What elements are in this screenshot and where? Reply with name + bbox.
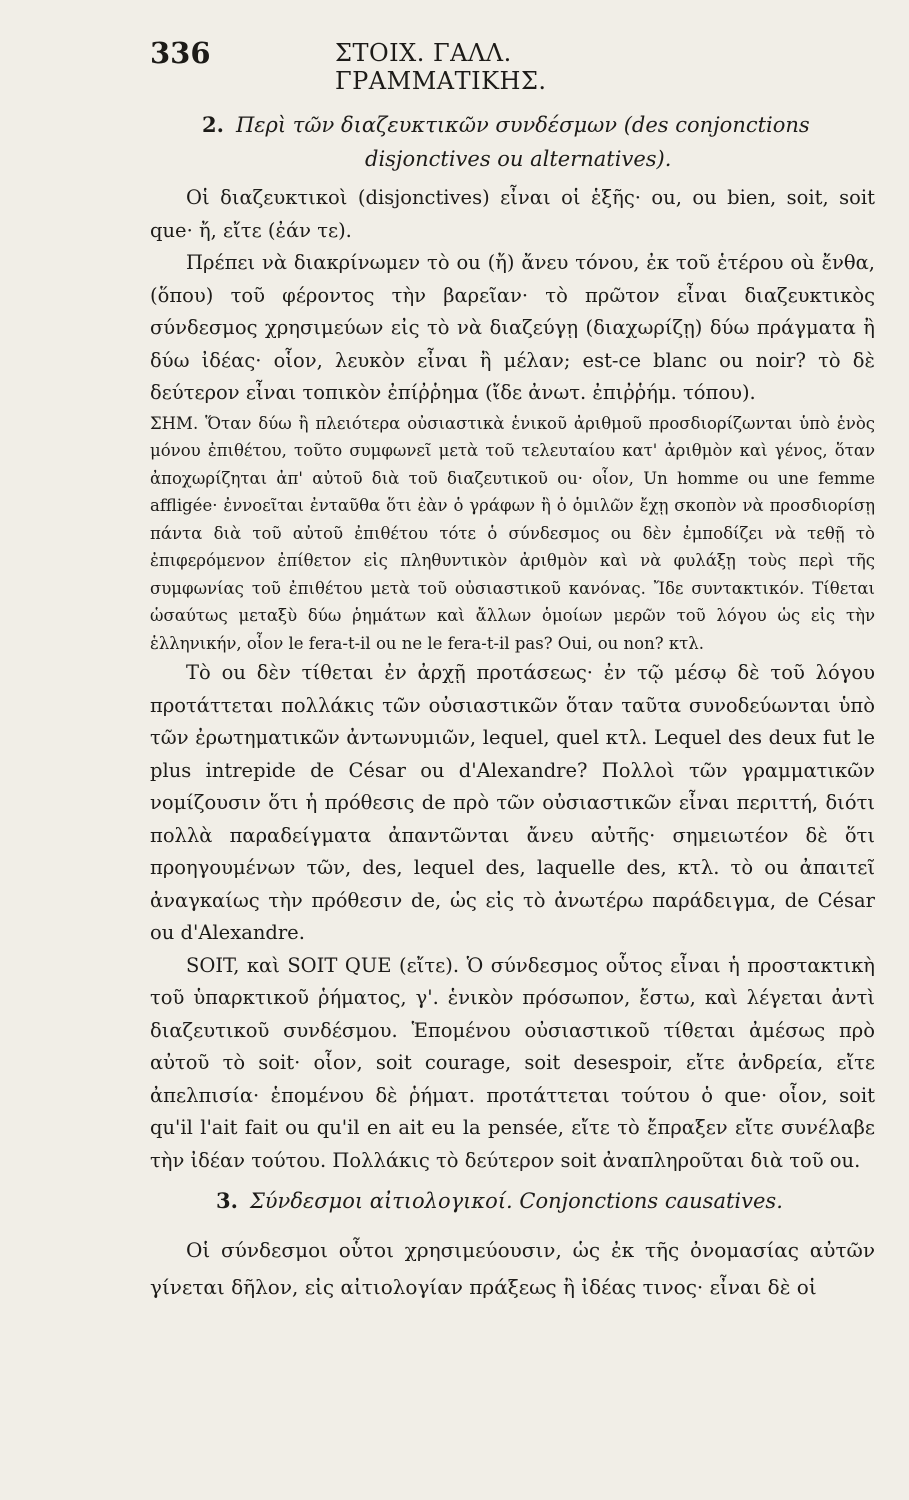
section-2-title-line2: disjonctives ou alternatives).: [365, 147, 672, 171]
section-3-title: Σύνδεσμοι αἰτιολογικοί. Conjonctions causatives.: [249, 1189, 783, 1213]
paragraph-disjunctives: Οἱ διαζευκτικοὶ (disjonctives) εἶναι οἱ ἑξῆς· ou, ou bien, soit, soit que· ἤ, εἴτε (ἐάν τε).: [150, 186, 875, 242]
section-3-number: 3.: [216, 1188, 238, 1213]
page-number: 336: [150, 36, 211, 70]
paragraph-ou-distinction: Πρέπει νὰ διακρίνωμεν τὸ ou (ἤ) ἄνευ τόνου, ἐκ τοῦ ἑτέρου où ἔνθα, (ὅπου) τοῦ φέροντος τὴν βαρεῖαν· τὸ πρῶτον εἶναι διαζευκτικὸς σύνδεσμος χρησιμεύων εἰς τὸ νὰ διαζεύγῃ (διαχωρίζῃ) δύω πράγματα ἢ δύω ἰδέας· οἷον, λευκὸν εἶναι ἢ μέλαν; est-ce blanc ou noir? τὸ δὲ δεύτερον εἶναι τοπικὸν ἐπίῤῥημα (ἴδε ἀνωτ. ἐπιῤῥήμ. τόπου).: [150, 251, 875, 404]
paragraph-causatives: Οἱ σύνδεσμοι οὗτοι χρησιμεύουσιν, ὡς ἐκ τῆς ὀνομασίας αὐτῶν γίνεται δῆλον, εἰς αἰτιολογίαν πράξεως ἢ ἰδέας τινος· εἶναι δὲ οἱ: [150, 1237, 875, 1299]
section-2-title-line1: Περὶ τῶν διαζευκτικῶν συνδέσμων (des conjonctions: [235, 113, 810, 137]
note-paragraph: [150, 410, 875, 658]
note-text: Ὅταν δύω ἢ πλειότερα οὐσιαστικὰ ἑνικοῦ ἀριθμοῦ προσδιορίζωνται ὑπὸ ἑνὸς μόνου ἐπιθέτου, τοῦτο συμφωνεῖ μετὰ τοῦ τελευταίου κατ' ἀριθμὸν καὶ γένος, ὅταν ἀποχωρίζηται ἀπ' αὐτοῦ διὰ τοῦ διαζευτικοῦ ou· οἷον, Un homme ou une femme affligée· ἐννοεῖται ἐνταῦθα ὅτι ἐὰν ὁ γράφων ἢ ὁ ὁμιλῶν ἔχῃ σκοπὸν νὰ προσδιορίσῃ πάντα διὰ τοῦ αὐτοῦ ἐπιθέτου τότε ὁ σύνδεσμος ou δὲν ἐμποδίζει νὰ τεθῇ τὸ ἐπιφερόμενον ἐπίθετον εἰς πληθυντικὸν ἀριθμὸν καὶ νὰ φυλάξῃ τοὺς περὶ τῆς συμφωνίας τοῦ ἐπιθέτου μετὰ τοῦ οὐσιαστικοῦ κανόνας. Ἴδε συντακτικόν. Τίθεται ὡσαύτως μεταξὺ δύω ῥημάτων καὶ ἄλλων ὁμοίων μερῶν τοῦ λόγου ὡς εἰς τὴν ἑλληνικήν, οἷον le fera-t-il ou ne le fera-t-il pas? Oui, ou non? κτλ.: [150, 413, 875, 653]
paragraph-ou-position: Τὸ ou δὲν τίθεται ἐν ἀρχῇ προτάσεως· ἐν τῷ μέσῳ δὲ τοῦ λόγου προτάττεται πολλάκις τῶν οὐσιαστικῶν ὅταν ταῦτα συνοδεύωνται ὑπὸ τῶν ἐρωτηματικῶν ἀντωνυμιῶν, lequel, quel κτλ. Lequel des deux fut le plus intrepide de César ou d'Alexandre? Πολλοὶ τῶν γραμματικῶν νομίζουσιν ὅτι ἡ πρόθεσις de πρὸ τῶν οὐσιαστικῶν εἶναι περιττή, διότι πολλὰ παραδείγματα ἀπαντῶνται ἄνευ αὐτῆς· σημειωτέον δὲ ὅτι προηγουμένων τῶν, des, lequel des, laquelle des, κτλ. τὸ ou ἀπαιτεῖ ἀναγκαίως τὴν πρόθεσιν de, ὡς εἰς τὸ ἀνωτέρω παράδειγμα, de César ou d'Alexandre.: [150, 661, 875, 944]
running-title: ΣΤΟΙΧ. ΓΑΛΛ. ΓΡΑΜΜΑΤΙΚΗΣ.: [335, 39, 547, 95]
section-3-heading: [150, 1185, 875, 1218]
section-2-heading: [150, 108, 875, 176]
note-label: ΣΗΜ.: [150, 413, 199, 433]
running-header: [150, 36, 720, 95]
page-body: [150, 108, 875, 1306]
paragraph-soit: SOIT, καὶ SOIT QUE (εἴτε). Ὁ σύνδεσμος οὗτος εἶναι ἡ προστακτικὴ τοῦ ὑπαρκτικοῦ ῥήματος, γ'. ἑνικὸν πρόσωπον, ἔστω, καὶ λέγεται ἀντὶ διαζευτικοῦ συνδέσμου. Ἑπομένου οὐσιαστικοῦ τίθεται ἀμέσως πρὸ αὐτοῦ τὸ soit· οἷον, soit courage, soit desespoir, εἴτε ἀνδρεία, εἴτε ἀπελπισία· ἑπομένου δὲ ῥήματ. προτάττεται τούτου ὁ que· οἷον, soit qu'il l'ait fait ou qu'il en ait eu la pensée, εἴτε τὸ ἔπραξεν εἴτε συνέλαβε τὴν ἰδέαν τούτου. Πολλάκις τὸ δεύτερον soit ἀναπληροῦται διὰ τοῦ ou.: [150, 953, 875, 1172]
section-2-number: 2.: [202, 112, 224, 137]
